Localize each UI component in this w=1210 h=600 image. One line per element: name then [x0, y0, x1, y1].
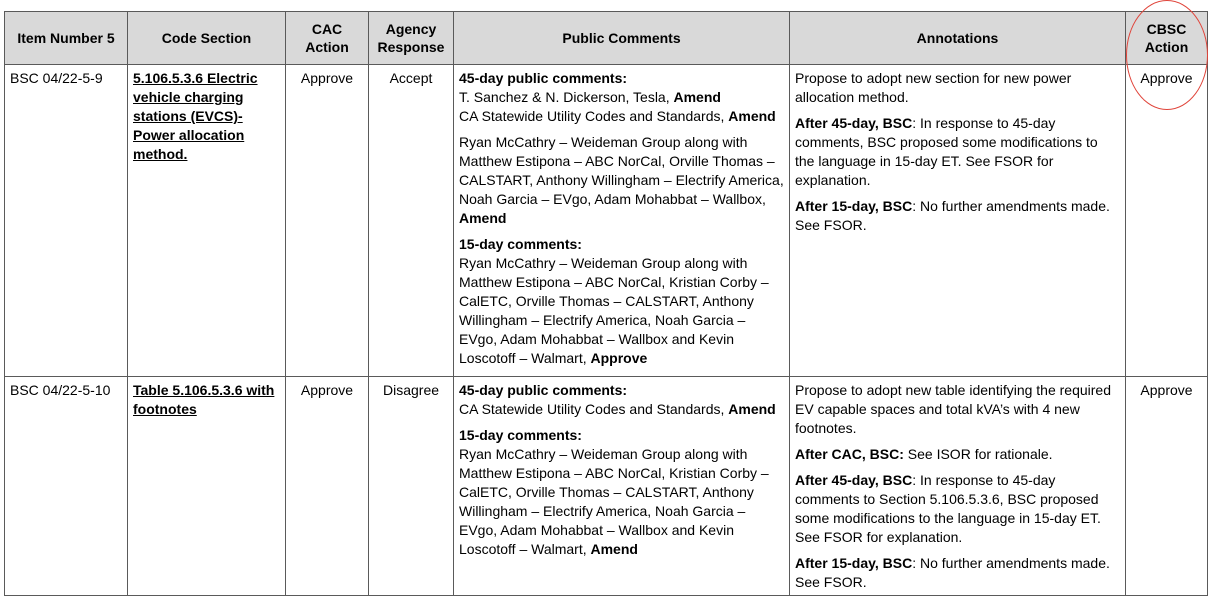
comment-text: Ryan McCathry – Weideman Group along with Matthew Estipona – ABC NorCal, Kristian Corby – CalETC, Orville Thomas – CALSTART, Anthony Willingham – Electrify America, Noah Garcia – EVgo, Adam Mohabbat – Wallbox and Kevin Loscotoff – Walmart,: [459, 446, 769, 557]
comment-text: Ryan McCathry – Weideman Group along with Matthew Estipona – ABC NorCal, Orville Thomas – CALSTART, Anthony Willingham – Electrify America, Noah Garcia – EVgo, Adam Mohabbat – Wallbox,: [459, 134, 784, 207]
annotation-text: Propose to adopt new section for new power allocation method.: [795, 70, 1072, 105]
annotations-cell: [790, 65, 1126, 377]
annotation-label: After 15-day, BSC: [795, 198, 913, 214]
code-section-text: 5.106.5.3.6 Electric vehicle charging stations (EVCS)- Power allocation method.: [133, 70, 258, 162]
table-row: [5, 377, 1208, 596]
comment-text: T. Sanchez & N. Dickerson, Tesla,: [459, 89, 674, 105]
comment-action: Amend: [728, 108, 776, 124]
comment-text: CA Statewide Utility Codes and Standards,: [459, 108, 729, 124]
comment-action: Approve: [590, 350, 648, 366]
cac-action-cell: Approve: [286, 65, 369, 377]
annotation-block: [795, 114, 1120, 190]
annotation-label: After 15-day, BSC: [795, 555, 913, 571]
cbsc-action-cell: Approve: [1126, 377, 1208, 596]
annotation-text: : No further amendments made. See FSOR.: [795, 555, 1110, 590]
annotation-block: [795, 554, 1120, 592]
header-public-comments: Public Comments: [454, 12, 790, 65]
item-table: [4, 11, 1208, 596]
public-comments-cell: [454, 65, 790, 377]
header-code-section: Code Section: [128, 12, 286, 65]
annotations-cell: [790, 377, 1126, 596]
header-cbsc-action: CBSC Action: [1126, 12, 1208, 65]
annotation-block: [795, 381, 1120, 438]
annotation-block: [795, 445, 1120, 464]
header-cac-action: CAC Action: [286, 12, 369, 65]
comment-heading: 45-day public comments:: [459, 382, 628, 398]
code-section-cell: [128, 377, 286, 596]
agency-response-cell: Accept: [369, 65, 454, 377]
comment-heading: 45-day public comments:: [459, 70, 628, 86]
cbsc-action-cell: Approve: [1126, 65, 1208, 377]
annotation-label: After 45-day, BSC: [795, 472, 913, 488]
header-agency-response: Agency Response: [369, 12, 454, 65]
comment-heading: 15-day comments:: [459, 427, 582, 443]
header-item-number: Item Number 5: [5, 12, 128, 65]
annotation-label: After 45-day, BSC: [795, 115, 913, 131]
comment-block: [459, 69, 784, 126]
comment-action: Amend: [728, 401, 776, 417]
comment-block: [459, 235, 784, 368]
comment-block: [459, 133, 784, 228]
annotation-block: [795, 197, 1120, 235]
comment-text: CA Statewide Utility Codes and Standards,: [459, 401, 729, 417]
comment-heading: 15-day comments:: [459, 236, 582, 252]
comment-action: Amend: [673, 89, 721, 105]
annotation-text: : In response to 45-day comments to Section 5.106.5.3.6, BSC proposed some modifications to the language in 15-day ET. See FSOR for explanation.: [795, 472, 1101, 545]
code-section-cell: [128, 65, 286, 377]
comment-action: Amend: [459, 210, 507, 226]
annotation-text: Propose to adopt new table identifying the required EV capable spaces and total kVA’s with 4 new footnotes.: [795, 382, 1111, 436]
comment-text: Ryan McCathry – Weideman Group along with Matthew Estipona – ABC NorCal, Kristian Corby – CalETC, Orville Thomas – CALSTART, Anthony Willingham – Electrify America, Noah Garcia – EVgo, Adam Mohabbat – Wallbox and Kevin Loscotoff – Walmart,: [459, 255, 769, 366]
annotation-block: [795, 69, 1120, 107]
annotation-text: : No further amendments made. See FSOR.: [795, 198, 1110, 233]
header-annotations: Annotations: [790, 12, 1126, 65]
header-row: [5, 12, 1208, 65]
cac-action-cell: Approve: [286, 377, 369, 596]
annotation-text: : In response to 45-day comments, BSC proposed some modifications to the language in 15-day ET. See FSOR for explanation.: [795, 115, 1098, 188]
comment-block: [459, 426, 784, 559]
item-number-cell: BSC 04/22-5-10: [5, 377, 128, 596]
item-number-cell: BSC 04/22-5-9: [5, 65, 128, 377]
agency-response-cell: Disagree: [369, 377, 454, 596]
annotation-label: After CAC, BSC:: [795, 446, 904, 462]
comment-action: Amend: [590, 541, 638, 557]
comment-block: [459, 381, 784, 419]
code-section-text: Table 5.106.5.3.6 with footnotes: [133, 382, 275, 417]
annotation-text: See ISOR for rationale.: [903, 446, 1053, 462]
public-comments-cell: [454, 377, 790, 596]
table-row: [5, 65, 1208, 377]
annotation-block: [795, 471, 1120, 547]
